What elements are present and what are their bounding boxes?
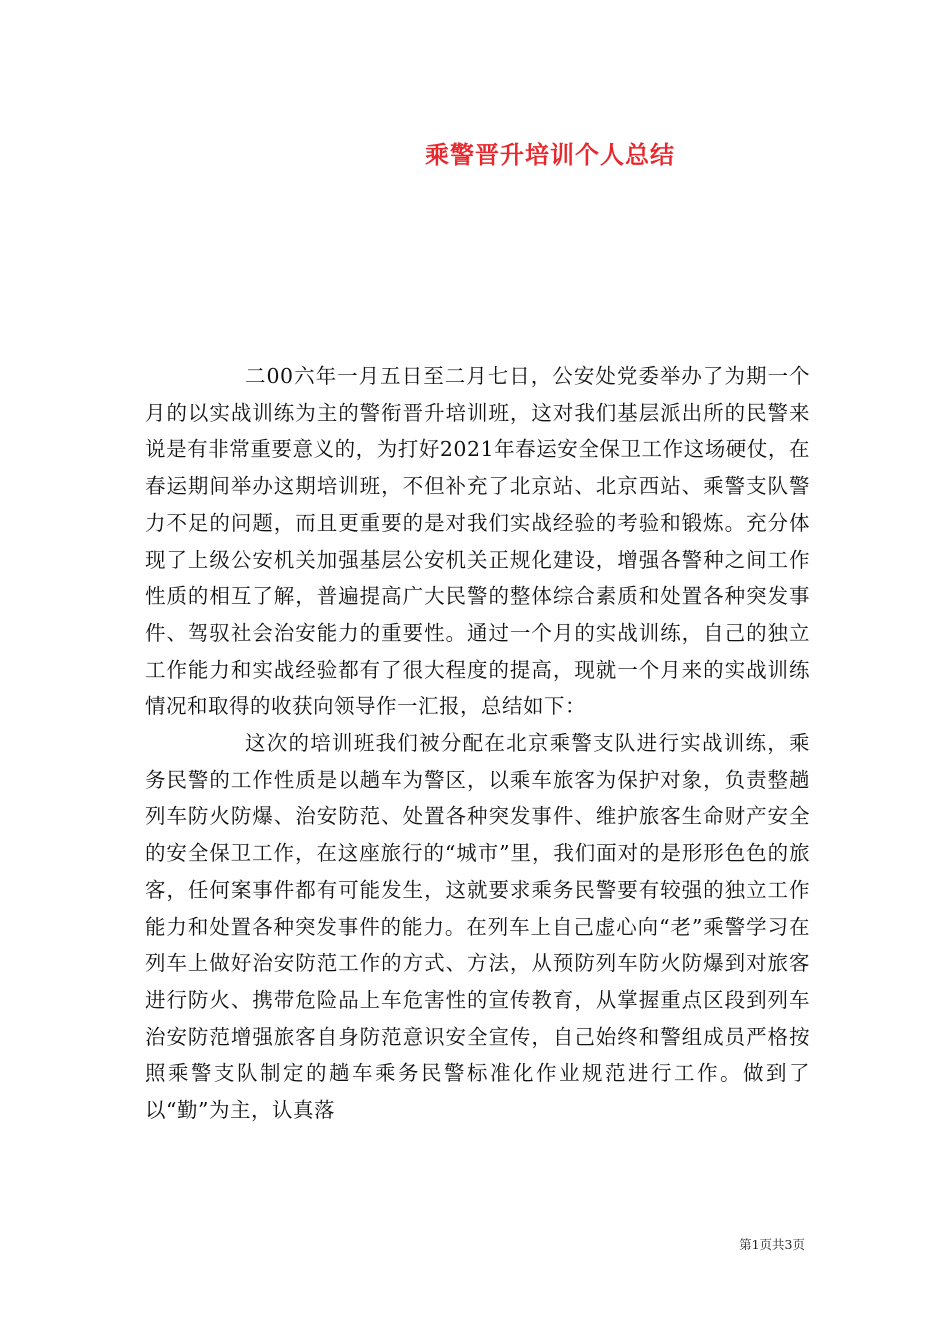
document-body [145, 358, 810, 1129]
paragraph-1: 二00六年一月五日至二月七日，公安处党委举办了为期一个月的以实战训练为主的警衔晋升培训班，这对我们基层派出所的民警来说是有非常重要意义的，为打好2021年春运安全保卫工作这场硬仗，在春运期间举办这期培训班，不但补充了北京站、北京西站、乘警支队警力不足的问题，而且更重要的是对我们实战经验的考验和锻炼。充分体现了上级公安机关加强基层公安机关正规化建设，增强各警种之间工作性质的相互了解，普遍提高广大民警的整体综合素质和处置各种突发事件、驾驭社会治安能力的重要性。通过一个月的实战训练，自己的独立工作能力和实战经验都有了很大程度的提高，现就一个月来的实战训练情况和取得的收获向领导作一汇报，总结如下： [145, 364, 810, 719]
document-title: 乘警晋升培训个人总结 [425, 141, 675, 169]
page-indicator: 第1页共3页 [739, 1237, 805, 1252]
paragraph-2: 这次的培训班我们被分配在北京乘警支队进行实战训练，乘务民警的工作性质是以趟车为警区，以乘车旅客为保护对象，负责整趟列车防火防爆、治安防范、处置各种突发事件、维护旅客生命财产安全的安全保卫工作，在这座旅行的“城市”里，我们面对的是形形色色的旅客，任何案事件都有可能发生，这就要求乘务民警要有较强的独立工作能力和处置各种突发事件的能力。在列车上自己虚心向“老”乘警学习在列车上做好治安防范工作的方式、方法，从预防列车防火防爆到对旅客进行防火、携带危险品上车危害性的宣传教育，从掌握重点区段到列车治安防范增强旅客自身防范意识安全宣传，自己始终和警组成员严格按照乘警支队制定的趟车乘务民警标准化作业规范进行工作。做到了以“勤”为主，认真落 [145, 731, 810, 1123]
